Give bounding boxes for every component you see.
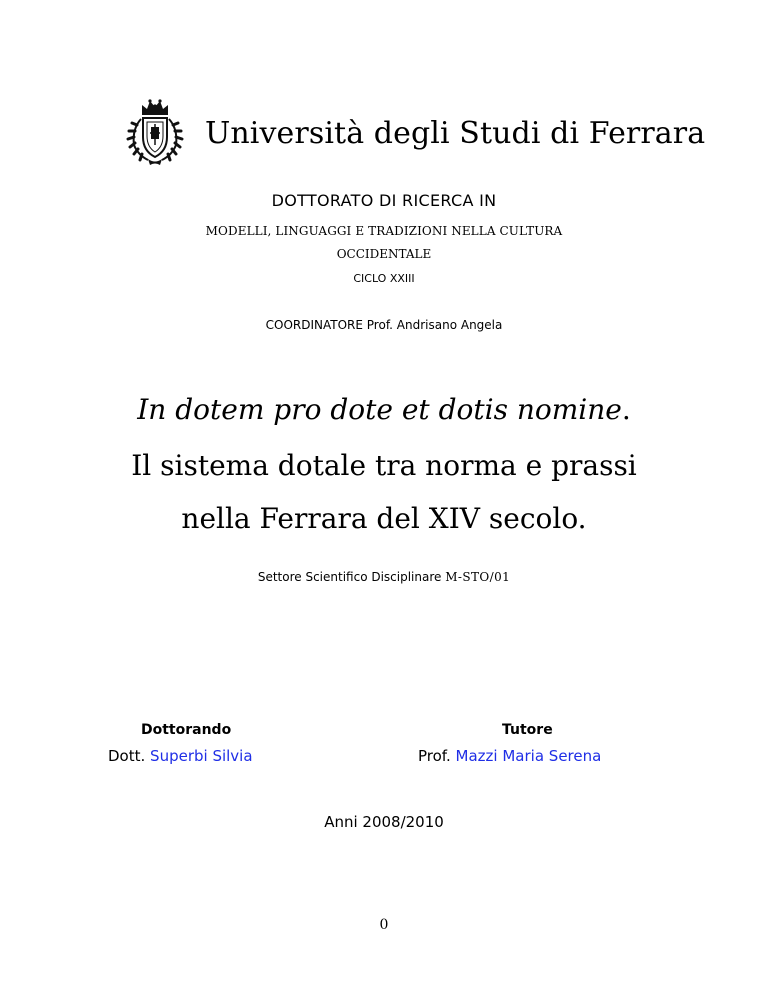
sector-code: M-STO/01 [445,570,511,584]
academic-years: Anni 2008/2010 [324,813,444,831]
candidate-name-line [108,747,253,765]
tutor-role-label: Tutore [502,722,553,738]
university-name: Università degli Studi di Ferrara [205,116,706,151]
candidate-name-link[interactable]: Superbi Silvia [150,747,253,765]
coordinator-line: COORDINATORE Prof. Andrisano Angela [265,318,503,332]
cycle-label: CICLO XXIII [353,272,415,285]
thesis-title-line3: nella Ferrara del XIV secolo. [181,502,587,535]
thesis-title-line1 [0,393,768,426]
tutor-name-link[interactable]: Mazzi Maria Serena [455,747,602,765]
page-number: 0 [379,917,389,933]
candidate-role-label: Dottorando [141,722,232,738]
doctorate-heading: DOTTORATO DI RICERCA IN [271,191,497,210]
candidate-title: Dott. [108,747,146,765]
program-name-line2: OCCIDENTALE [336,247,432,261]
tutor-title: Prof. [418,747,451,765]
university-coat-of-arms-icon [124,97,186,167]
thesis-title-line2: Il sistema dotale tra norma e prassi [131,449,637,482]
sector-label: Settore Scientifico Disciplinare [257,570,442,584]
tutor-name-line [418,747,601,765]
thesis-title-period: . [621,393,631,426]
thesis-title-italic: In dotem pro dote et dotis nomine [137,393,622,426]
scientific-sector-line [0,570,768,584]
program-name-line1: MODELLI, LINGUAGGI E TRADIZIONI NELLA CULTURA [205,224,563,238]
